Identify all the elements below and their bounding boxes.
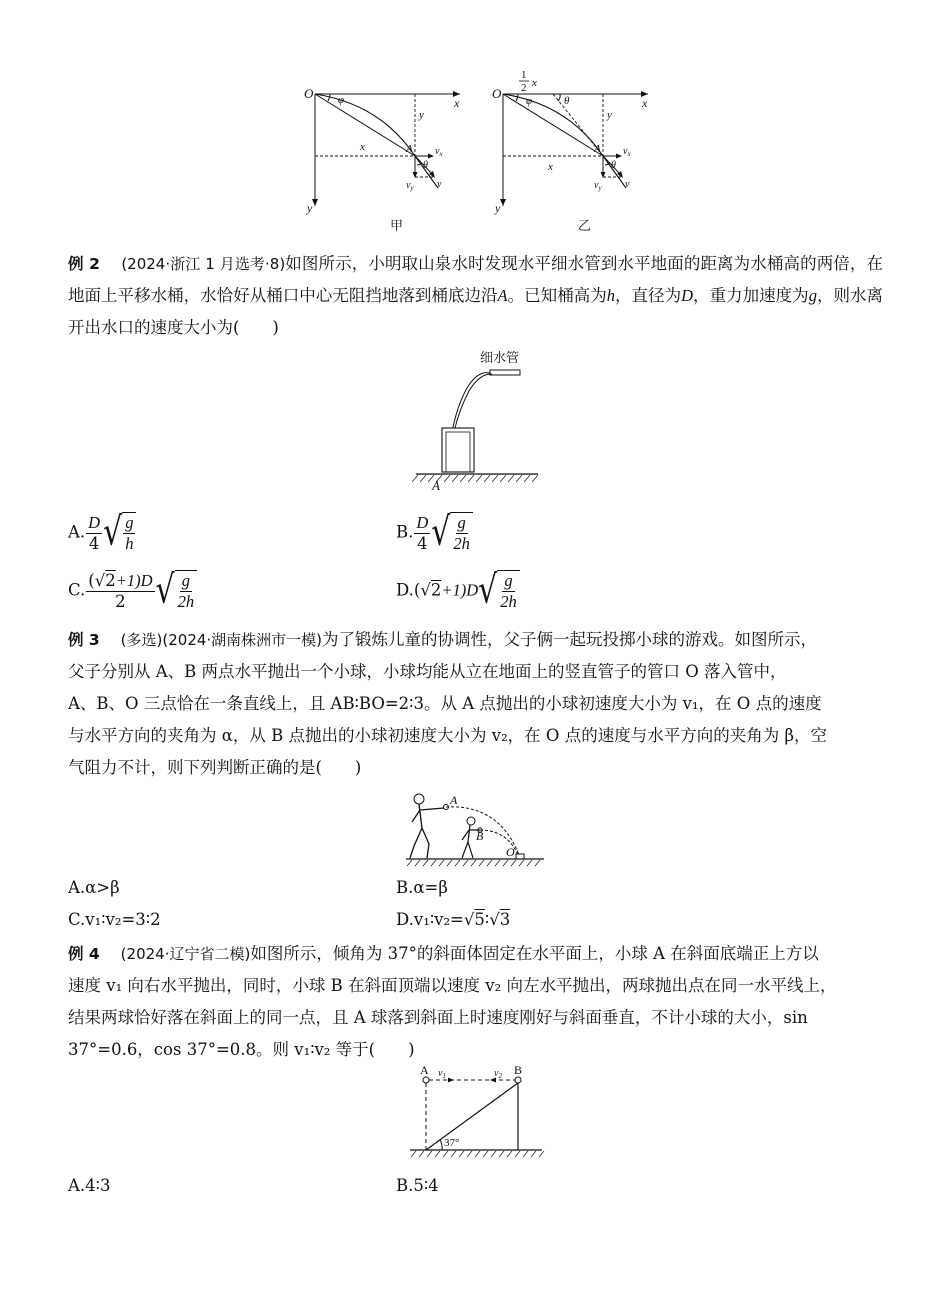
figure-jia: [300, 84, 470, 236]
x-length-label: x: [360, 141, 365, 153]
figure-water-pipe: [412, 348, 542, 496]
y-axis-label: y: [495, 201, 501, 215]
q4-option-b[interactable]: B.5∶4: [396, 1176, 439, 1195]
point-a-label: A: [406, 143, 413, 155]
q4-option-a[interactable]: A.4∶3: [68, 1176, 111, 1195]
q4-label: 例 4: [68, 945, 100, 963]
v2-label: $v_2$: [494, 1068, 502, 1080]
y-length-label: y: [607, 109, 612, 121]
half-numerator: 1: [521, 69, 527, 81]
ball-a-label: A: [420, 1066, 429, 1077]
point-a-label: A: [594, 143, 601, 155]
x-axis-label: x: [454, 96, 460, 110]
ball-b-label: B: [514, 1066, 523, 1077]
origin-label: O: [492, 86, 502, 101]
bucket-edge-a-label: A: [432, 478, 440, 493]
phi-label: φ: [526, 95, 533, 107]
q2-stem: 例 2 (2024·浙江 1 月选考·8)如图所示，小明取山泉水时发现水平细水管到水平地面的距离为水桶高的两倍，在地面上平移水桶，水恰好从桶口中心无阻挡地落到桶底边沿A。已知桶高为h，直径为D，重力加速度为g，则水离开出水口的速度大小为( ): [68, 254, 884, 337]
q2-source: (2024·浙江 1 月选考·8): [121, 255, 286, 273]
q2-label: 例 2: [68, 255, 100, 273]
x-axis-label: x: [642, 96, 648, 110]
q3-option-a[interactable]: A.α>β: [68, 878, 120, 897]
vy-label: $v_y$: [594, 180, 602, 192]
caption-jia: 甲: [390, 218, 404, 233]
figure-throwing: [404, 788, 550, 868]
point-b-label: B: [476, 829, 484, 843]
v-label: v: [625, 179, 630, 190]
theta-top-label: θ: [564, 95, 570, 107]
x-length-label: x: [548, 161, 553, 173]
v1-label: $v_1$: [438, 1068, 446, 1080]
origin-label: O: [304, 86, 314, 101]
q3-option-c[interactable]: C.v₁∶v₂=3∶2: [68, 910, 161, 929]
q2-option-b[interactable]: B. $\frac{D}{4}$ √ $\frac{g}{2h}$: [396, 512, 473, 554]
q3-source: (多选)(2024·湖南株洲市一模): [120, 631, 323, 649]
q2-option-d[interactable]: D.(√2+1)D √ $\frac{g}{2h}$: [396, 570, 520, 612]
q3-option-d[interactable]: D.v₁∶v₂=√5∶√3: [396, 910, 511, 929]
vx-label: $v_x$: [435, 146, 443, 158]
y-length-label: y: [419, 109, 424, 121]
q2-option-a[interactable]: A. $\frac{D}{4}$ √ $\frac{g}{h}$: [68, 512, 136, 554]
q3-option-b[interactable]: B.α=β: [396, 878, 448, 897]
caption-yi: 乙: [578, 218, 592, 233]
angle-label: 37°: [444, 1137, 460, 1149]
half-denominator: 2: [521, 82, 527, 94]
pipe-label: 细水管: [480, 350, 520, 365]
y-axis-label: y: [307, 201, 313, 215]
half-x-label: x: [532, 77, 537, 89]
q3-stem: 例 3 (多选)(2024·湖南株洲市一模)为了锻炼儿童的协调性，父子俩一起玩投掷小球的游戏。如图所示， 父子分别从 A、B 两点水平抛出一个小球，小球均能从立在地面上的竖直管子的管口 O 落入管中， A、B、O 三点恰在一条直线上，且 AB∶BO=2∶3。从 A 点抛出的小球初速度大小为 v₁，在 O 点的速度 与水平方向的夹角为 α，从 B 点抛出的小球初速度大小为 v₂，在 O 点的速度与水平方向的夹角为 β，空 气阻力不计，则下列判断正确的是( ): [68, 630, 827, 777]
q3-label: 例 3: [68, 631, 100, 649]
q4-stem: 例 4 (2024·辽宁省二模)如图所示，倾角为 37°的斜面体固定在水平面上，小球 A 在斜面底端正上方以 速度 v₁ 向右水平抛出，同时，小球 B 在斜面顶端以速度 v₂ 向左水平抛出，两球抛出点在同一水平线上， 结果两球恰好落在斜面上的同一点，且 A 球落到斜面上时速度刚好与斜面垂直，不计小球的大小，sin 37°=0.6，cos 37°=0.8。则 v₁∶v₂ 等于( ): [68, 944, 837, 1059]
point-o-label: O: [506, 845, 515, 859]
point-a-label: A: [450, 793, 458, 807]
phi-label: φ: [338, 94, 345, 106]
q2-option-c[interactable]: C. $\frac{(√2+1)D}{2}$ √ $\frac{g}{2h}$: [68, 570, 197, 612]
theta-label: θ: [611, 160, 616, 171]
v-label: v: [437, 179, 442, 190]
figure-yi: [488, 64, 658, 236]
theta-label: θ: [423, 160, 428, 171]
vy-label: $v_y$: [406, 180, 414, 192]
figure-slope: [408, 1066, 548, 1162]
vx-label: $v_x$: [623, 146, 631, 158]
q4-source: (2024·辽宁省二模): [120, 945, 251, 963]
